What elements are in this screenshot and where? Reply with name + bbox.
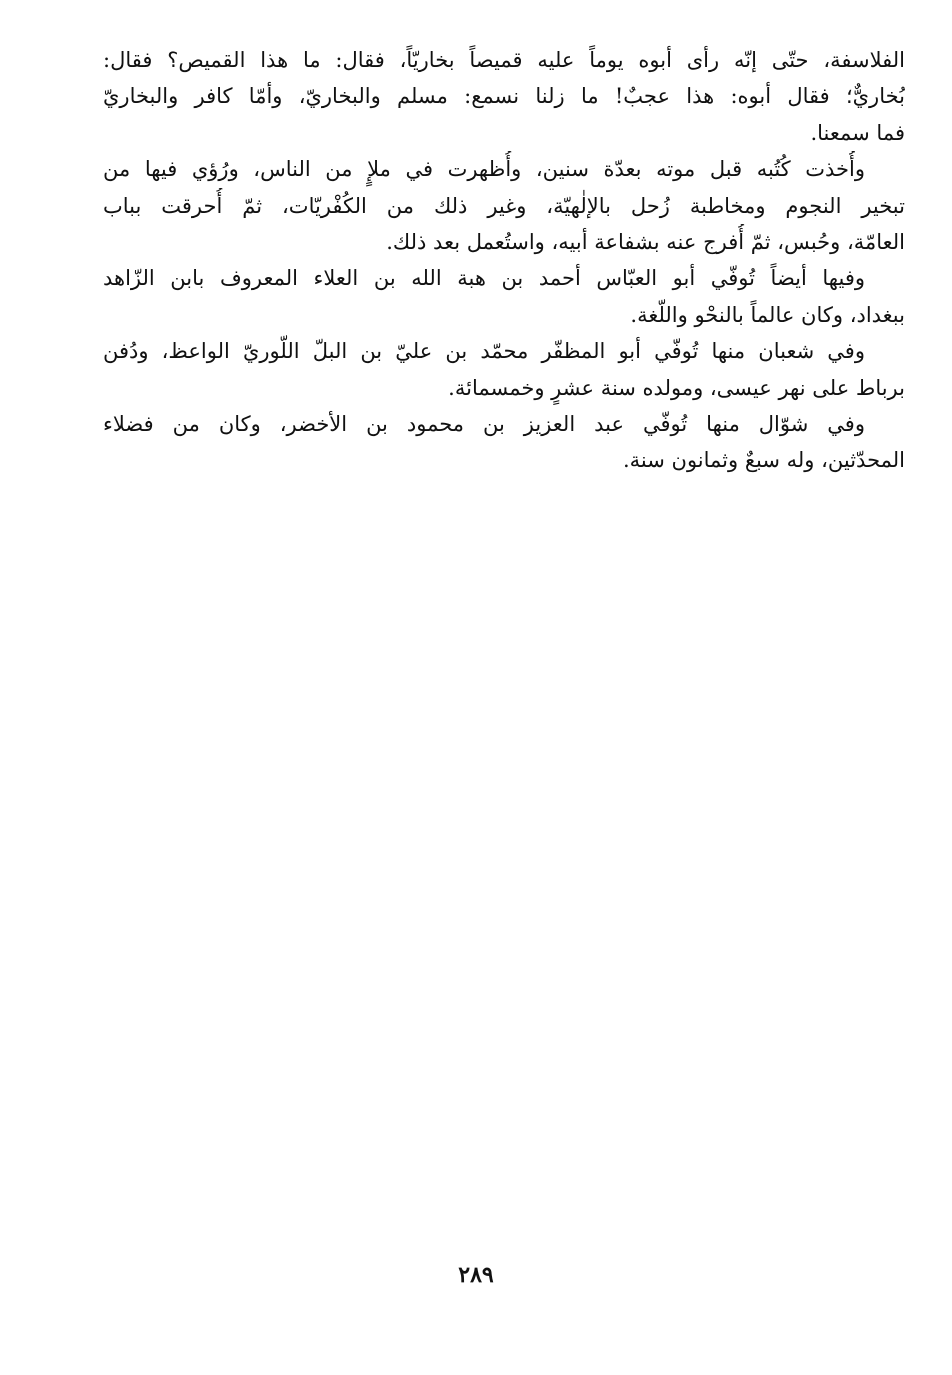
body-text: [103, 42, 905, 479]
text-line: المحدّثين، وله سبعٌ وثمانون سنة.: [622, 448, 905, 473]
paragraph-start-line: وأُخذت كُتُبه قبل موته بعدّة سنين، وأُظهرت في ملإٍ من الناس، ورُؤي فيها من: [103, 157, 865, 182]
text-line: ببغداد، وكان عالماً بالنحْو واللّغة.: [630, 302, 905, 327]
page-number: ٢٨٩: [458, 1262, 494, 1288]
paragraph-start-line: وفي شوّال منها تُوفّي عبد العزيز بن محمود بن الأخضر، وكان من فضلاء: [103, 411, 865, 436]
text-line: العامّة، وحُبس، ثمّ أُفرج عنه بشفاعة أبيه، واستُعمل بعد ذلك.: [386, 229, 905, 254]
text-line: برباط على نهر عيسى، ومولده سنة عشرٍ وخمسمائة.: [448, 375, 905, 400]
text-line: فما سمعنا.: [810, 120, 905, 145]
text-line: تبخير النجوم ومخاطبة زُحل بالإلٰهيّة، وغير ذلك من الكُفْريّات، ثمّ أُحرقت بباب: [103, 193, 905, 218]
paragraph-start-line: وفيها أيضاً تُوفّي أبو العبّاس أحمد بن هبة الله بن العلاء المعروف بابن الزّاهد: [103, 266, 865, 291]
text-line: بُخاريٌّ؛ فقال أبوه: هذا عجبٌ! ما زلنا نسمع: مسلم والبخاريّ، وأمّا كافر والبخاريّ: [103, 84, 905, 109]
paragraph-start-line: وفي شعبان منها تُوفّي أبو المظفّر محمّد بن عليّ بن البلّ اللّوريّ الواعظ، ودُفن: [103, 339, 865, 364]
text-line: الفلاسفة، حتّى إنّه رأى أبوه يوماً عليه قميصاً بخاريّاً، فقال: ما هذا القميص؟ فقال:: [103, 48, 905, 72]
